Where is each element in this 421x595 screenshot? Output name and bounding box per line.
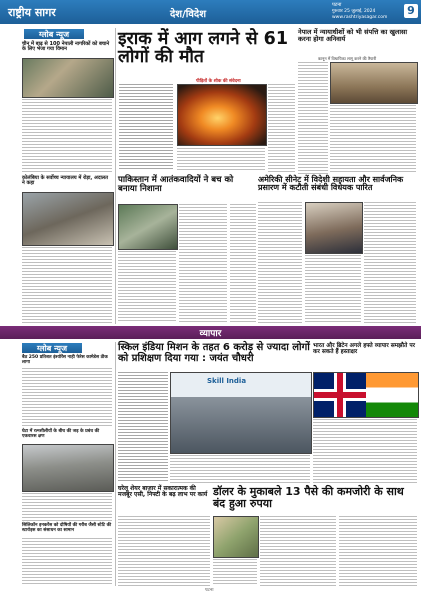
us-body-col3 xyxy=(364,202,416,323)
pakistan-body-col1 xyxy=(118,251,176,323)
india-uk-headline: भारत और ब्रिटेन अगले हफ्ते व्यापार समझौते पर कर सकते हैं हस्ताक्षर xyxy=(313,343,416,356)
skill-body-col2 xyxy=(170,455,310,483)
brief1-headline: चीन में बाढ़ से 100 नेपाली नागरिकों को बचाने के लिए भेजा गया विमान xyxy=(22,41,110,53)
skill-india-headline: स्किल इंडिया मिशन के तहत 6 करोड़ से ज्यादा लोगों को प्रशिक्षण दिया गया : जयंत चौधरी xyxy=(118,342,310,364)
uk-flag-icon xyxy=(314,373,366,417)
b-brief2-headline: घेटा में रत्नशीलीयों के बीच की जड़ के प्रबंध की एकवारस क्षण xyxy=(22,429,100,439)
b-brief1-headline: बैठ 250 प्रतिशत इंश्योरेंस नाही फेरेस कामेडेस ठीक लागा xyxy=(22,355,108,365)
brief2-headline: कोलंबिया के सर्वोच्च न्यायालय में रोड़ा, अदालत ने कहा xyxy=(22,175,109,187)
nepal-body-col2 xyxy=(330,105,416,174)
main-body-col1 xyxy=(119,84,173,170)
globe-news-label: ग्लोब न्यूज xyxy=(24,29,84,39)
pakistan-headline: पाकिस्तान में आतंकवादियों ने बच को बनाया निशाना xyxy=(118,175,234,194)
brief2-photo xyxy=(22,192,114,246)
india-uk-body xyxy=(313,419,417,483)
main-kicker: पीड़ितों के शोक की संवेदना xyxy=(196,79,241,84)
pakistan-body-col2 xyxy=(179,204,227,323)
brief2-body xyxy=(22,247,112,323)
us-photo xyxy=(305,202,363,254)
us-body-col2 xyxy=(305,255,361,323)
b-brief3-body xyxy=(22,538,112,584)
india-flag-icon xyxy=(366,373,418,417)
pakistan-body-col3 xyxy=(230,204,256,323)
fire-photo xyxy=(177,84,267,146)
rupee-body-col3 xyxy=(339,516,417,586)
rupee-photo xyxy=(213,516,259,558)
us-body-col1 xyxy=(258,202,302,323)
stock-headline: घरेलू शेयर बाजार में सकारात्मक की मजबूर एसी, निफ्टी के बढ़ लाभ पर कार्य xyxy=(118,485,208,499)
website: www.rashtriyasagar.com xyxy=(332,15,388,20)
main-headline: इराक में आग लगने से 61 लोगों की मौत xyxy=(118,29,289,68)
skill-india-banner: Skill India xyxy=(207,377,247,385)
rupee-body-col1 xyxy=(213,559,257,586)
brief1-photo xyxy=(22,58,114,98)
nepal-subhead: कानून में विधायिका लागू करने की तैयारी xyxy=(318,56,377,61)
globe-news-label-2: ग्लोब न्यूज xyxy=(22,343,82,353)
nepal-body-col1 xyxy=(298,62,328,174)
skill-india-photo xyxy=(170,372,312,454)
page-number: 9 xyxy=(404,4,418,18)
us-senate-headline: अमेरिकी सीनेट में विदेशी सहायता और सार्वजनिक प्रसारण में कटौती संबंधी विधेयक पारित xyxy=(258,175,404,193)
skill-body-col1 xyxy=(118,372,168,482)
rupee-headline: डॉलर के मुकाबले 13 पैसे की कमजोरी के साथ बंद हुआ रुपया xyxy=(213,485,404,510)
paper-name: राष्ट्रीय सागर xyxy=(8,6,56,19)
section-title: देश/विदेश xyxy=(170,9,207,20)
nepal-photo xyxy=(330,62,418,104)
date: गुरुवार 25 जुलाई, 2024 xyxy=(332,9,376,14)
flags-photo xyxy=(313,372,419,418)
b-brief2-photo xyxy=(22,444,114,492)
footer-page-label: पटना xyxy=(205,588,214,593)
rupee-body-col2 xyxy=(260,516,336,586)
main-body-col3 xyxy=(268,84,295,172)
pakistan-photo xyxy=(118,204,178,250)
business-band: व्यापार xyxy=(0,326,421,339)
b-brief3-headline: सिलिकॉन इनकरेंस को दोषियों की गरीब जैसी स्टेटि की स्टारोइस का संसाधन का सामान xyxy=(22,523,112,533)
brief1-body xyxy=(22,99,112,173)
b-brief2-body xyxy=(22,493,112,521)
column-rule-2 xyxy=(115,342,116,586)
city: पटना xyxy=(332,2,342,8)
column-rule xyxy=(115,28,116,324)
stock-body xyxy=(118,516,210,586)
main-body-col2 xyxy=(177,148,265,172)
b-brief1-body xyxy=(22,368,112,426)
nepal-headline: नेपाल में न्यायाधीशों को भी संपत्ति का खुलासा करना होगा अनिवार्य xyxy=(298,28,408,43)
